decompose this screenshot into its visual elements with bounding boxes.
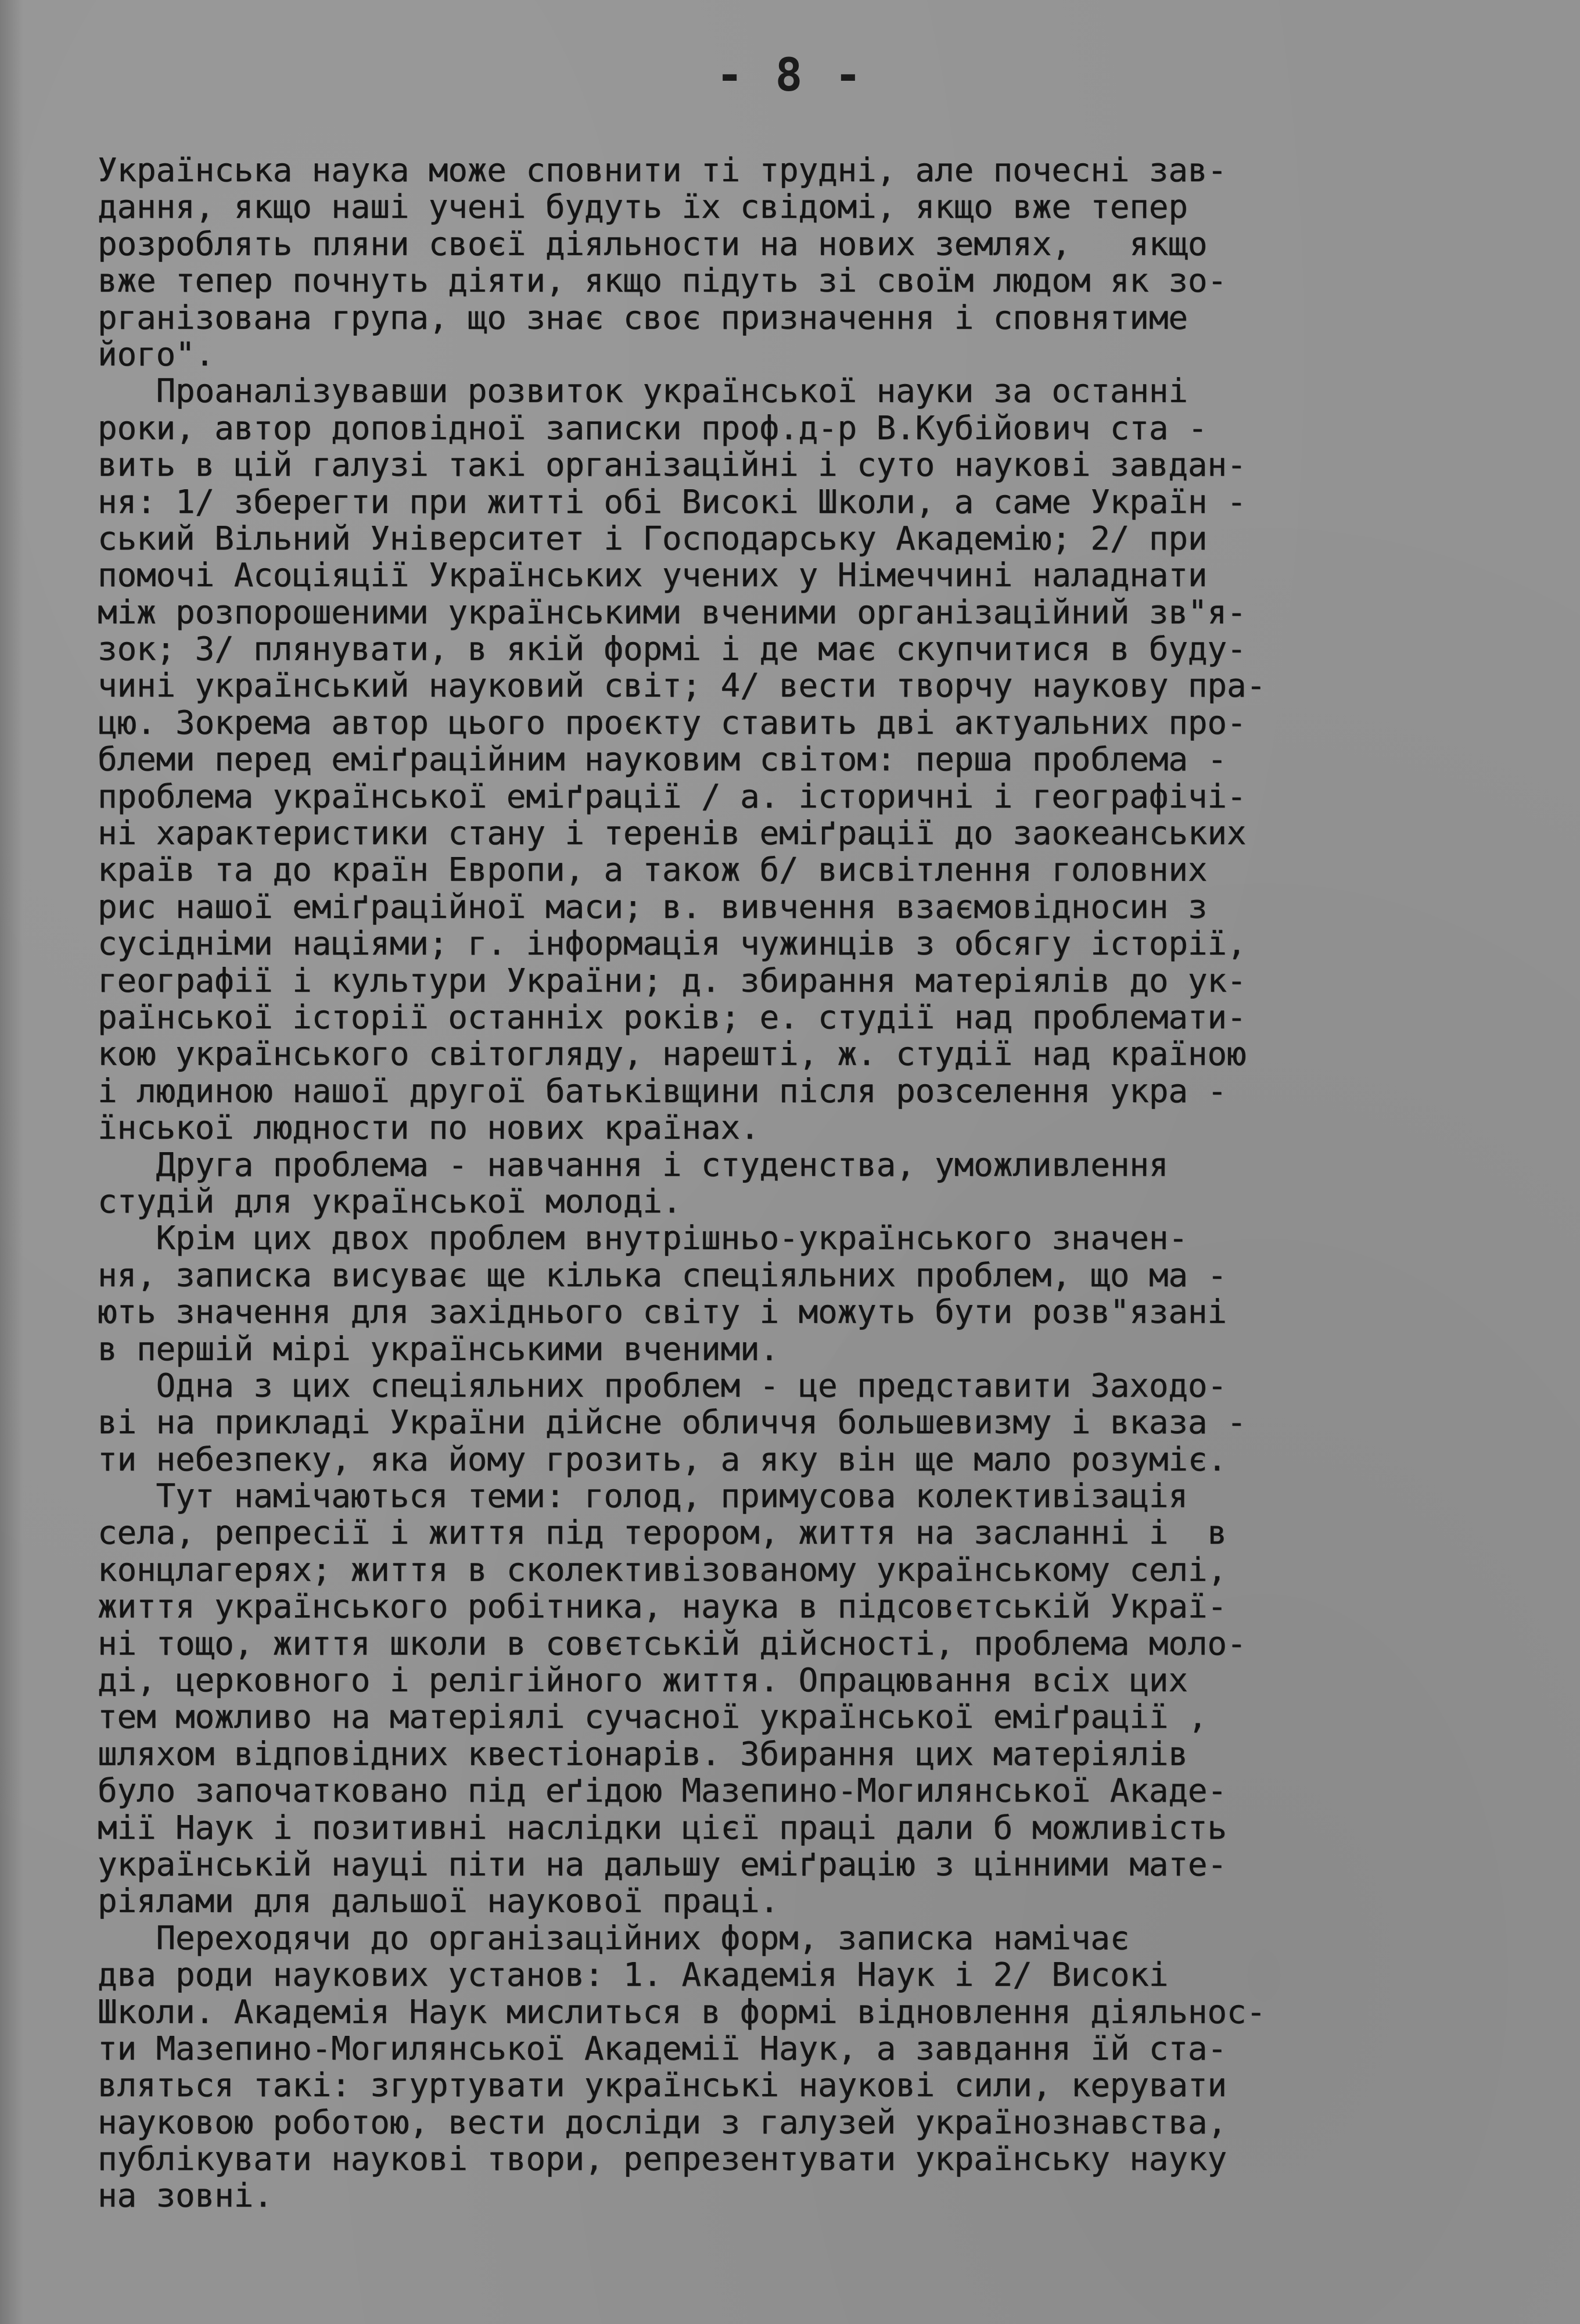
- text-line: кою українського світогляду, нарешті, ж. студії над країною: [98, 1035, 1247, 1074]
- text-line: ня: 1/ зберегти при житті обі Високі Школи, а саме Україн -: [98, 483, 1247, 521]
- text-line: вже тепер почнуть діяти, якщо підуть зі своїм людом як зо-: [98, 262, 1227, 300]
- text-line: проблема української еміґрації / а. історичні і географічі-: [98, 777, 1247, 816]
- text-line: українській науці піти на дальшу еміґрацію з цінними мате-: [98, 1845, 1227, 1884]
- text-line: дання, якщо наші учені будуть їх свідомі, якщо вже тепер: [98, 188, 1188, 227]
- text-line: помочі Асоціяції Українських учених у Німеччині наладнати: [98, 557, 1208, 595]
- text-line: публікувати наукові твори, репрезентувати українську науку: [98, 2140, 1227, 2179]
- text-line: ні тощо, життя школи в совєтській дійсності, проблема моло-: [98, 1624, 1247, 1663]
- text-line: концлагерях; життя в сколективізованому українському селі,: [98, 1551, 1227, 1589]
- text-line: два роди наукових установ: 1. Академія Наук і 2/ Високі: [98, 1956, 1169, 1995]
- text-line: ні характеристики стану і теренів еміґрації до заокеанських: [98, 815, 1247, 853]
- text-line: рганізована група, що знає своє призначення і сповнятиме: [98, 299, 1188, 337]
- text-line: ня, записка висуває ще кілька спеціяльних проблем, що ма -: [98, 1256, 1227, 1294]
- text-line: ють значення для західнього світу і можуть бути розв"язані: [98, 1293, 1227, 1332]
- text-line: між розпорошеними українськими вченими організаційний зв"я-: [98, 593, 1247, 632]
- text-line: рис нашої еміґраційної маси; в. вивчення взаємовідносин з: [98, 888, 1208, 926]
- text-line: ти Мазепино-Могилянської Академії Наук, а завдання їй ста-: [98, 2029, 1227, 2068]
- text-line: студій для української молоді.: [98, 1182, 682, 1221]
- text-line: Переходячи до організаційних форм, записка намічає: [98, 1919, 1130, 1957]
- text-line: в першій мірі українськими вченими.: [98, 1330, 780, 1368]
- text-line: сусідніми націями; г. інформація чужинців з обсягу історії,: [98, 925, 1247, 963]
- text-line: блеми перед еміґраційним науковим світом: перша проблема -: [98, 741, 1227, 779]
- text-line: ріялами для дальшої наукової праці.: [98, 1882, 780, 1921]
- text-line: було започатковано під еґідою Мазепино-Могилянської Акаде-: [98, 1772, 1227, 1810]
- text-line: шляхом відповідних квестіонарів. Збирання цих матеріялів: [98, 1735, 1188, 1773]
- page-number: - 8 -: [716, 49, 864, 102]
- text-line: раїнської історії останніх років; е. студії над проблемати-: [98, 998, 1247, 1037]
- text-line: Тут намічаються теми: голод, примусова колективізація: [98, 1477, 1188, 1516]
- text-line: науковою роботою, вести досліди з галузей українознавства,: [98, 2103, 1227, 2142]
- text-line: Крім цих двох проблем внутрішньо-українського значен-: [98, 1220, 1188, 1258]
- typewritten-text-block: [98, 152, 1503, 2215]
- text-line: країв та до країн Европи, а також б/ висвітлення головних: [98, 851, 1208, 890]
- text-line: життя українського робітника, наука в підсовєтській Украї-: [98, 1588, 1227, 1626]
- text-line: тем можливо на матеріялі сучасної української еміґрації ,: [98, 1698, 1208, 1737]
- text-line: чині український науковий світ; 4/ вести творчу наукову пра-: [98, 667, 1266, 705]
- page-edge-shadow: [0, 0, 23, 2324]
- text-line: Українська наука може сповнити ті трудні, але почесні зав-: [98, 152, 1227, 189]
- text-line: зок; 3/ плянувати, в якій формі і де має скупчитися в буду-: [98, 630, 1247, 669]
- text-line: села, репресії і життя під терором, життя на засланні і в: [98, 1514, 1227, 1552]
- text-line: Проаналізувавши розвиток української науки за останні: [98, 372, 1188, 411]
- text-line: Школи. Академія Наук мислиться в формі відновлення діяльнос-: [98, 1993, 1266, 2031]
- text-line: мії Наук і позитивні наслідки цієї праці дали б можливість: [98, 1809, 1227, 1847]
- text-line: Одна з цих спеціяльних проблем - це представити Заходо-: [98, 1367, 1227, 1405]
- text-line: і людиною нашої другої батьківщини після розселення укра -: [98, 1072, 1227, 1110]
- text-line: цю. Зокрема автор цього проєкту ставить дві актуальних про-: [98, 704, 1247, 742]
- text-line: вить в цій галузі такі організаційні і суто наукові завдан-: [98, 446, 1247, 485]
- text-line: на зовні.: [98, 2177, 273, 2215]
- text-line: ві на прикладі України дійсне обличчя большевизму і вказа -: [98, 1404, 1247, 1442]
- text-line: розроблять пляни своєї діяльности на нових землях, якщо: [98, 225, 1208, 263]
- text-line: ді, церковного і релігійного життя. Опрацювання всіх цих: [98, 1662, 1188, 1700]
- text-line: ський Вільний Університет і Господарську Академію; 2/ при: [98, 519, 1208, 558]
- text-line: географії і культури України; д. збирання матеріялів до ук-: [98, 962, 1247, 1000]
- text-line: ти небезпеку, яка йому грозить, а яку він ще мало розуміє.: [98, 1440, 1227, 1479]
- text-line: Друга проблема - навчання і студенства, уможливлення: [98, 1146, 1169, 1184]
- text-line: його".: [98, 335, 215, 374]
- text-line: вляться такі: згуртувати українські наукові сили, керувати: [98, 2067, 1227, 2105]
- text-line: роки, автор доповідної записки проф.д-р В.Кубійович ста -: [98, 409, 1208, 447]
- text-line: їнської людности по нових країнах.: [98, 1109, 760, 1147]
